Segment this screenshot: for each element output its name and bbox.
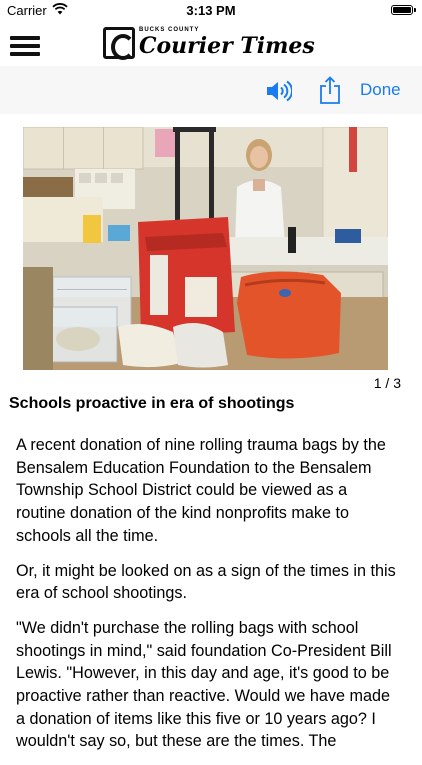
done-button[interactable]: Done (360, 80, 401, 99)
article-paragraph: Or, it might be looked on as a sign of the times in this era of school shootings. (16, 561, 396, 603)
status-time: 3:13 PM (186, 3, 236, 18)
carrier-label: Carrier (7, 3, 47, 18)
status-bar (0, 0, 422, 22)
trauma-bags-photo (23, 127, 388, 370)
article-photo[interactable] (23, 127, 388, 370)
nav-bar (0, 22, 422, 66)
logo-small-text: BUCKS COUNTY (139, 27, 200, 33)
article-toolbar (0, 66, 422, 114)
battery-level (393, 7, 411, 13)
article-headline: Schools proactive in era of shootings (9, 395, 295, 412)
article-paragraph: "We didn't purchase the rolling bags with school shootings in mind," said foundation Co-President Bill Lewis. "However, in this day and age, it's good to be proactive rather than reactive. Would we have made a donation of items like this five or 10 years ago? I wouldn't say so, but these are the times. The (16, 618, 392, 751)
logo-seal-icon (103, 27, 135, 59)
hamburger-menu-icon[interactable] (10, 36, 40, 56)
gallery-counter: 1 / 3 (373, 375, 401, 391)
article-body (16, 434, 401, 765)
courier-times-logo (103, 27, 321, 61)
article-paragraph: A recent donation of nine rolling trauma bags by the Bensalem Education Foundation to the Bensalem Township School District could be viewed as a routine donation of the kind nonprofits make to schools all the time. (16, 436, 386, 545)
logo-text: Courier Times (139, 33, 315, 59)
speaker-icon[interactable] (266, 80, 292, 102)
battery-icon (391, 5, 413, 15)
share-icon[interactable] (319, 76, 341, 104)
